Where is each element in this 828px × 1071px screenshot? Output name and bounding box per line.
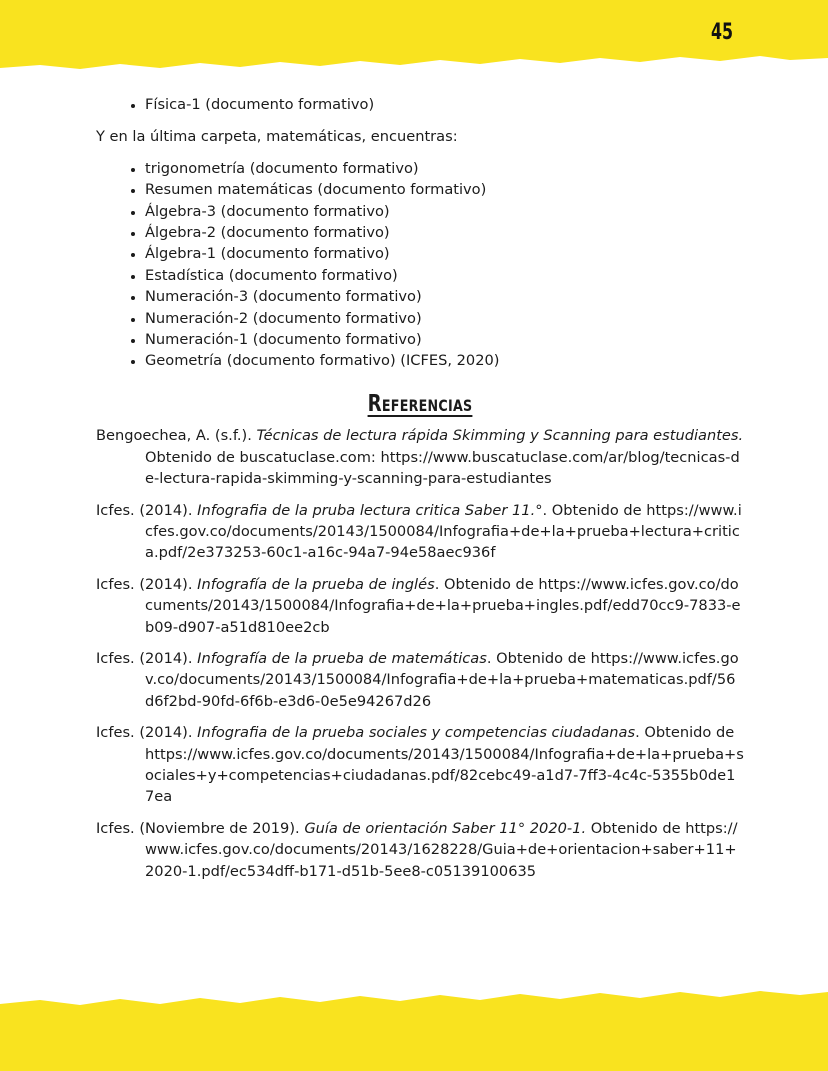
reference-title: Infografía de la prueba de inglés — [197, 575, 435, 593]
list-item: • Numeración-1 (documento formativo) — [145, 329, 744, 350]
reference-title: Infografia de la prueba sociales y competencias ciudadanas — [197, 724, 636, 742]
reference-title: Infografia de la pruba lectura critica Saber 11.° — [197, 501, 543, 519]
math-list — [96, 158, 744, 372]
list-item: • trigonometría (documento formativo) — [145, 158, 744, 179]
intro-paragraph: Y en la última carpeta, matemáticas, encuentras: — [96, 128, 458, 146]
reference-source: . Obtenido de https://www.icfes.gov.co/documents/20143/1500084/Infografia+de+la+prueba+matematicas.pdf/56d6f2bd-90fd-6f6b-e3d6-0e5e94267d26 — [145, 649, 739, 710]
list-item: • Física-1 (documento formativo) — [145, 94, 744, 115]
reference-source: Obtenido de https://www.icfes.gov.co/documents/20143/1628228/Guia+de+orientacion+saber+11+2020-1.pdf/ec534dff-b171-d51b-5ee8-c05139100635 — [145, 819, 738, 880]
reference-entry — [96, 500, 744, 564]
list-item: • Geometría (documento formativo) (ICFES, 2020) — [145, 350, 744, 371]
list-item: • Resumen matemáticas (documento formativo) — [145, 179, 744, 200]
reference-entry — [96, 648, 744, 712]
footer-band — [0, 990, 828, 1071]
list-item: • Álgebra-1 (documento formativo) — [145, 243, 744, 264]
reference-entry — [96, 818, 744, 882]
reference-author: Icfes. (Noviembre de 2019). — [96, 819, 305, 837]
page-number: 45 — [710, 20, 734, 45]
reference-entry — [96, 574, 744, 638]
top-list — [96, 94, 744, 115]
list-item: • Álgebra-2 (documento formativo) — [145, 222, 744, 243]
reference-source: Obtenido de buscatuclase.com: https://www.buscatuclase.com/ar/blog/tecnicas-de-lectura-rapida-skimming-y-scanning-para-estudiantes — [145, 448, 740, 488]
reference-title: Guía de orientación Saber 11° 2020-1. — [304, 819, 587, 837]
reference-title: Infografía de la prueba de matemáticas — [197, 649, 487, 667]
list-item: • Numeración-3 (documento formativo) — [145, 286, 744, 307]
reference-title: Técnicas de lectura rápida Skimming y Scanning para estudiantes. — [256, 427, 744, 445]
references-list — [96, 425, 744, 882]
reference-author: Icfes. (2014). — [96, 575, 198, 593]
reference-source: . Obtenido de https://www.icfes.gov.co/documents/20143/1500084/Infografia+de+la+prueba+ingles.pdf/edd70cc9-7833-eb09-d907-a51d810ee2cb — [145, 575, 741, 636]
reference-author: Icfes. (2014). — [96, 649, 198, 667]
list-item: • Numeración-2 (documento formativo) — [145, 308, 744, 329]
references-title: Referencias — [367, 390, 473, 417]
footer-brush-stroke — [0, 990, 828, 1071]
list-item: • Álgebra-3 (documento formativo) — [145, 201, 744, 222]
reference-author: Icfes. (2014). — [96, 501, 198, 519]
reference-source: . Obtenido de https://www.icfes.gov.co/documents/20143/1500084/Infografia+de+la+prueba+lectura+critica.pdf/2e373253-60c1-a16c-94a7-94e58aec936f — [145, 501, 742, 562]
document-body — [96, 94, 744, 892]
reference-author: Icfes. (2014). — [96, 724, 198, 742]
list-item: • Estadística (documento formativo) — [145, 265, 744, 286]
reference-entry — [96, 425, 744, 489]
reference-entry — [96, 722, 744, 808]
reference-source: . Obtenido de https://www.icfes.gov.co/documents/20143/1500084/Infografia+de+la+prueba+sociales+y+competencias+ciudadanas.pdf/82cebc49-a1d7-7ff3-4c4c-5355b0de17ea — [145, 724, 744, 806]
reference-author: Bengoechea, A. (s.f.). — [96, 427, 257, 445]
